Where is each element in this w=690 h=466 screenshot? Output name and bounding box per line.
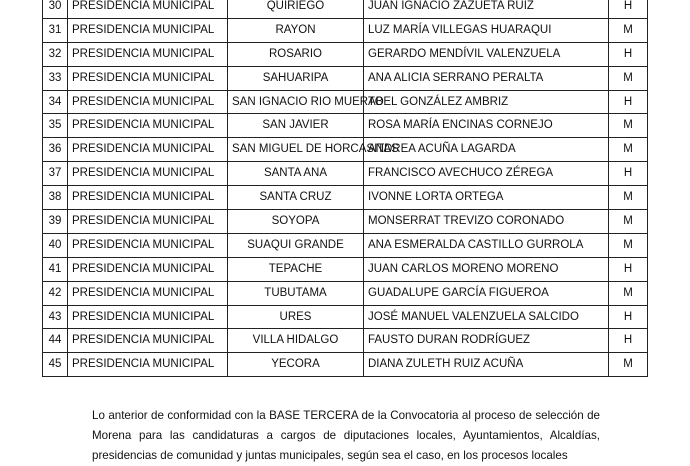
row-number-cell: 44	[43, 329, 68, 353]
municipality-cell: SAN IGNACIO RIO MUERTO	[228, 90, 364, 114]
municipality-cell: SAN MIGUEL DE HORCASITAS	[228, 138, 364, 162]
sex-cell: H	[609, 0, 648, 18]
candidate-name-cell: DIANA ZULETH RUIZ ACUÑA	[364, 353, 609, 377]
municipality-cell: ROSARIO	[228, 42, 364, 66]
candidate-name-cell: JUAN IGNACIO ZAZUETA RUIZ	[364, 0, 609, 18]
municipality-cell: SAHUARIPA	[228, 66, 364, 90]
candidate-name-cell: GUADALUPE GARCÍA FIGUEROA	[364, 281, 609, 305]
office-cell: PRESIDENCIA MUNICIPAL	[68, 18, 228, 42]
municipality-cell: SOYOPA	[228, 210, 364, 234]
row-number-cell: 30	[43, 0, 68, 18]
municipality-cell: SANTA CRUZ	[228, 186, 364, 210]
body-paragraph	[92, 406, 600, 466]
table-row	[43, 114, 648, 138]
candidate-name-cell: ANA ESMERALDA CASTILLO GURROLA	[364, 233, 609, 257]
candidate-name-cell: JUAN CARLOS MORENO MORENO	[364, 257, 609, 281]
sex-cell: M	[609, 210, 648, 234]
table-row	[43, 42, 648, 66]
row-number-cell: 40	[43, 233, 68, 257]
paragraph-line-1: Lo anterior de conformidad con la BASE TERCERA de la Convocatoria al proceso de selección de	[92, 409, 600, 422]
sex-cell: H	[609, 42, 648, 66]
municipality-cell: SUAQUI GRANDE	[228, 233, 364, 257]
office-cell: PRESIDENCIA MUNICIPAL	[68, 186, 228, 210]
municipality-cell: QUIRIEGO	[228, 0, 364, 18]
row-number-cell: 33	[43, 66, 68, 90]
table-row	[43, 162, 648, 186]
candidate-name-cell: MONSERRAT TREVIZO CORONADO	[364, 210, 609, 234]
sex-cell: H	[609, 329, 648, 353]
sex-cell: M	[609, 233, 648, 257]
candidates-table-body	[43, 0, 648, 377]
office-cell: PRESIDENCIA MUNICIPAL	[68, 329, 228, 353]
candidates-table	[42, 0, 648, 377]
row-number-cell: 43	[43, 305, 68, 329]
candidate-name-cell: FRANCISCO AVECHUCO ZÉREGA	[364, 162, 609, 186]
candidate-name-cell: JOSÉ MANUEL VALENZUELA SALCIDO	[364, 305, 609, 329]
row-number-cell: 45	[43, 353, 68, 377]
office-cell: PRESIDENCIA MUNICIPAL	[68, 353, 228, 377]
municipality-cell: YECORA	[228, 353, 364, 377]
municipality-cell: RAYON	[228, 18, 364, 42]
candidate-name-cell: ANA ALICIA SERRANO PERALTA	[364, 66, 609, 90]
table-row	[43, 66, 648, 90]
row-number-cell: 39	[43, 210, 68, 234]
municipality-cell: TUBUTAMA	[228, 281, 364, 305]
office-cell: PRESIDENCIA MUNICIPAL	[68, 281, 228, 305]
row-number-cell: 34	[43, 90, 68, 114]
municipality-cell: TEPACHE	[228, 257, 364, 281]
row-number-cell: 41	[43, 257, 68, 281]
row-number-cell: 42	[43, 281, 68, 305]
table-row	[43, 90, 648, 114]
office-cell: PRESIDENCIA MUNICIPAL	[68, 90, 228, 114]
office-cell: PRESIDENCIA MUNICIPAL	[68, 42, 228, 66]
row-number-cell: 35	[43, 114, 68, 138]
candidate-name-cell: ABEL GONZÁLEZ AMBRIZ	[364, 90, 609, 114]
office-cell: PRESIDENCIA MUNICIPAL	[68, 305, 228, 329]
office-cell: PRESIDENCIA MUNICIPAL	[68, 0, 228, 18]
municipality-cell: VILLA HIDALGO	[228, 329, 364, 353]
sex-cell: H	[609, 257, 648, 281]
office-cell: PRESIDENCIA MUNICIPAL	[68, 257, 228, 281]
municipality-cell: SANTA ANA	[228, 162, 364, 186]
sex-cell: M	[609, 66, 648, 90]
municipality-cell: SAN JAVIER	[228, 114, 364, 138]
candidate-name-cell: ANDREA ACUÑA LAGARDA	[364, 138, 609, 162]
municipality-cell: URES	[228, 305, 364, 329]
sex-cell: M	[609, 186, 648, 210]
table-row	[43, 353, 648, 377]
sex-cell: M	[609, 114, 648, 138]
sex-cell: M	[609, 281, 648, 305]
row-number-cell: 38	[43, 186, 68, 210]
row-number-cell: 32	[43, 42, 68, 66]
table-row	[43, 18, 648, 42]
candidate-name-cell: LUZ MARÍA VILLEGAS HUARAQUI	[364, 18, 609, 42]
table-row	[43, 281, 648, 305]
sex-cell: H	[609, 162, 648, 186]
paragraph-line-3: presidencias de comunidad y juntas municipales, según sea el caso, en los procesos locales	[92, 449, 568, 462]
candidate-name-cell: IVONNE LORTA ORTEGA	[364, 186, 609, 210]
sex-cell: H	[609, 305, 648, 329]
table-row	[43, 329, 648, 353]
table-row	[43, 186, 648, 210]
row-number-cell: 36	[43, 138, 68, 162]
office-cell: PRESIDENCIA MUNICIPAL	[68, 66, 228, 90]
sex-cell: M	[609, 18, 648, 42]
candidate-name-cell: GERARDO MENDÍVIL VALENZUELA	[364, 42, 609, 66]
sex-cell: M	[609, 138, 648, 162]
table-row	[43, 0, 648, 18]
office-cell: PRESIDENCIA MUNICIPAL	[68, 138, 228, 162]
office-cell: PRESIDENCIA MUNICIPAL	[68, 210, 228, 234]
table-row	[43, 210, 648, 234]
paragraph-line-2: Morena para las candidaturas a cargos de diputaciones locales, Ayuntamientos, Alcaldías,	[92, 429, 600, 442]
row-number-cell: 37	[43, 162, 68, 186]
table-row	[43, 257, 648, 281]
row-number-cell: 31	[43, 18, 68, 42]
candidate-name-cell: FAUSTO DURAN RODRÍGUEZ	[364, 329, 609, 353]
table-row	[43, 233, 648, 257]
table-row	[43, 138, 648, 162]
sex-cell: H	[609, 90, 648, 114]
sex-cell: M	[609, 353, 648, 377]
office-cell: PRESIDENCIA MUNICIPAL	[68, 114, 228, 138]
office-cell: PRESIDENCIA MUNICIPAL	[68, 233, 228, 257]
candidate-name-cell: ROSA MARÍA ENCINAS CORNEJO	[364, 114, 609, 138]
office-cell: PRESIDENCIA MUNICIPAL	[68, 162, 228, 186]
table-row	[43, 305, 648, 329]
